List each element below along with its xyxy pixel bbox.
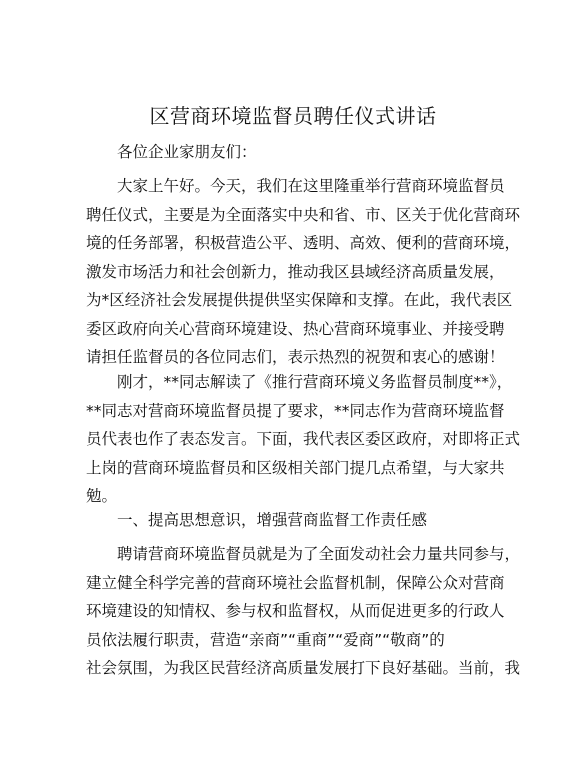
paragraph-line: 上岗的营商环境监督员和区级相关部门提几点希望，与大家共 [86,458,505,477]
section-heading-text: 一、提高思想意识，增强营商监督工作责任感 [117,511,428,529]
paragraph-line: 激发市场活力和社会创新力，推动我区县域经济高质量发展， [86,262,505,281]
paragraph-line: 为*区经济社会发展提供提供坚实保障和支撑。在此，我代表区 [86,291,513,309]
paragraph-line: 请担任监督员的各位同志们，表示热烈的祝贺和衷心的感谢！ [86,348,505,366]
paragraph-line: 境的任务部署，积极营造公平、透明、高效、便利的营商环境， [86,234,521,252]
paragraph-line: 委区政府向关心营商环境建设、热心营商环境事业、并接受聘 [86,319,505,338]
paragraph-line: 聘请营商环境监督员就是为了全面发动社会力量共同参与， [117,545,521,563]
paragraph-line: 勉。 [86,487,118,505]
paragraph-line: 大家上午好。今天，我们在这里隆重举行营商环境监督员 [117,177,505,195]
paragraph-second [86,368,521,511]
section-heading-1 [86,506,506,535]
paragraph-line: 环境建设的知情权、参与权和监督权，从而促进更多的行政人 [86,602,505,620]
paragraph-opening [86,172,521,372]
paragraph-line: 刚才，**同志解读了《推行营商环境义务监督员制度**》， [117,373,513,391]
paragraph-line: 社会氛围，为我区民营经济高质量发展打下良好基础。当前，我 [86,659,521,677]
document-title: 区营商环境监督员聘任仪式讲话 [149,104,437,128]
salutation-text: 各位企业家朋友们： [117,143,257,161]
paragraph-line: 建立健全科学完善的营商环境社会监督机制，保障公众对营商 [86,573,505,592]
paragraph-line: 聘任仪式，主要是为全面落实中央和省、市、区关于优化营商环 [86,205,521,224]
salutation [86,138,506,167]
paragraph-line: **同志对营商环境监督员提了要求，**同志作为营商环境监督 [86,401,505,420]
paragraph-line: 员依法履行职责，营造“亲商”“重商”“爱商”“敬商”的 [86,630,445,649]
paragraph-line: 员代表也作了表态发言。下面，我代表区委区政府，对即将正式 [86,430,521,448]
paragraph-third [86,540,521,683]
